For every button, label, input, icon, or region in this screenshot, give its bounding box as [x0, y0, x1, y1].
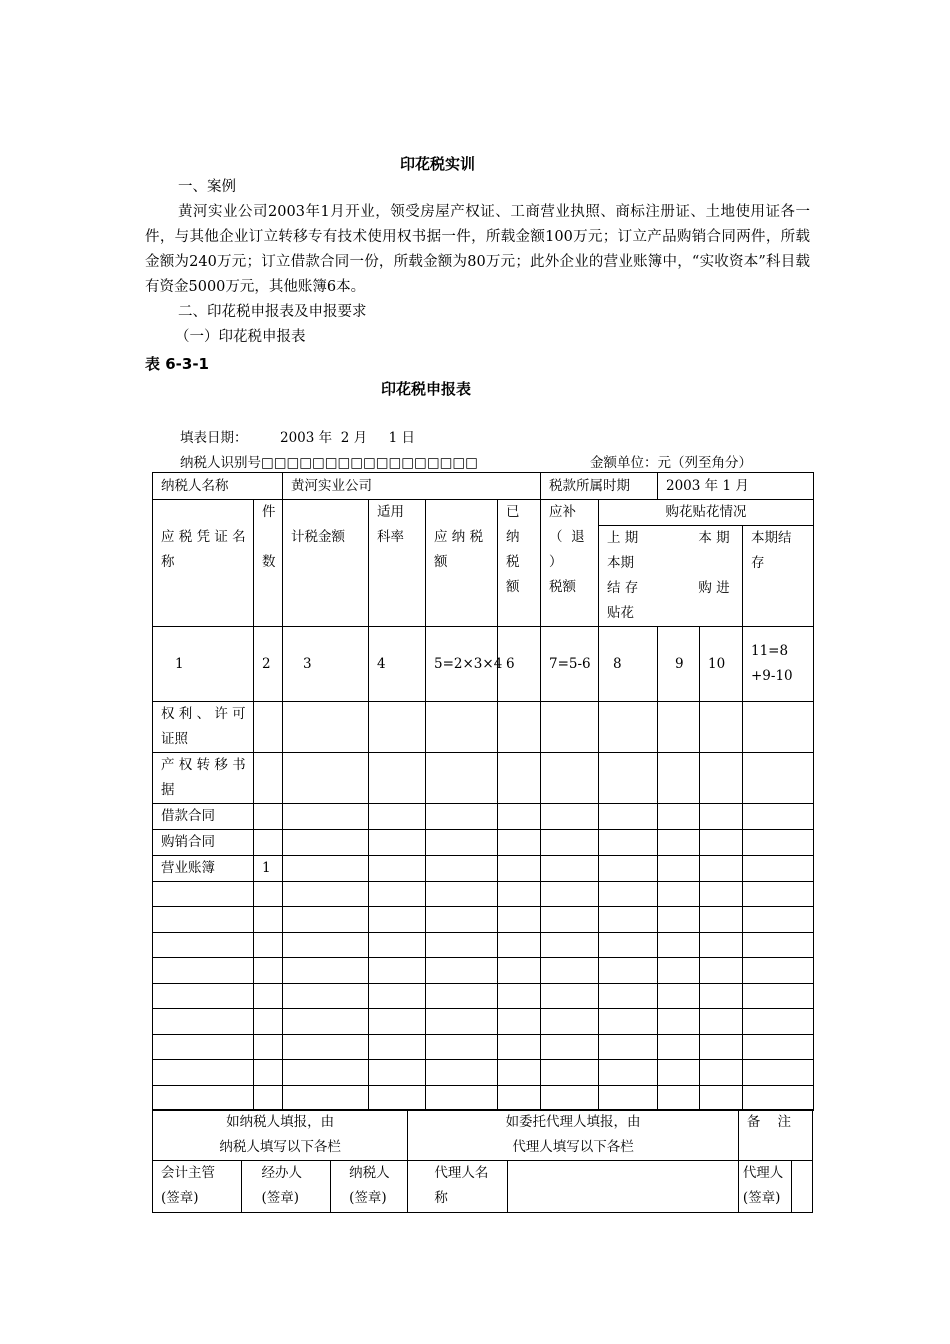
row-name: 营业账簿 — [153, 856, 254, 882]
page-title: 印花税实训 — [400, 155, 476, 173]
empty-row — [153, 1086, 814, 1111]
row-count — [254, 804, 283, 830]
fill-date-label: 填表日期： — [180, 430, 248, 446]
index-cell: 5=2×3×4 — [426, 627, 498, 702]
amount-unit: 金额单位：元（列至角分） — [590, 455, 752, 471]
empty-row — [153, 1060, 814, 1086]
header-tax-payable: 应 纳 税 额 — [426, 500, 498, 627]
table-row — [153, 702, 814, 753]
index-cell: 3 — [283, 627, 369, 702]
table-row — [153, 753, 814, 804]
row-count — [254, 702, 283, 753]
agent-fill-note: 如委托代理人填报，由 代理人填写以下各栏 — [408, 1110, 738, 1161]
index-cell: 2 — [254, 627, 283, 702]
fill-date-value: 2003 年 2 月 1 日 — [280, 430, 415, 446]
header-stamps-group: 购花贴花情况 — [599, 500, 814, 526]
empty-row — [153, 907, 814, 933]
remark-label: 备 注 — [738, 1110, 812, 1161]
subsection-heading: （一）印花税申报表 — [175, 329, 306, 345]
section-heading-case: 一、案例 — [178, 179, 236, 195]
agent-name-label: 代理人名 称 — [408, 1161, 508, 1213]
signature-table — [152, 1109, 813, 1213]
case-text: 黄河实业公司2003年1月开业，领受房屋产权证、工商营业执照、商标注册证、土地使用证各一件，与其他企业订立转移专有技术使用权书据一件，所载金额100万元；订立产品购销合同两件，所载金额为240万元；订立借款合同一份，所载金额为80万元；此外企业的营业账簿中，“实收资本”科目载有资金5000万元，其他账簿6本。 — [145, 204, 810, 295]
header-balance: 本期结 存 — [743, 526, 814, 627]
self-fill-note: 如纳税人填报，由 纳税人填写以下各栏 — [153, 1110, 408, 1161]
header-count: 件 数 — [254, 500, 283, 627]
empty-row — [153, 958, 814, 984]
index-cell: 11=8 +9-10 — [743, 627, 814, 702]
index-cell: 1 — [153, 627, 254, 702]
table-row — [153, 804, 814, 830]
empty-row — [153, 984, 814, 1009]
taxpayer-id-field: 纳税人识别号□□□□□□□□□□□□□□□□□ — [180, 455, 478, 471]
declaration-table — [152, 472, 814, 1111]
accountant-sign: 会计主管 (签章) — [153, 1161, 242, 1213]
table-number: 表 6-3-1 — [145, 355, 209, 373]
row-name: 购销合同 — [153, 830, 254, 856]
index-cell: 9 — [658, 627, 700, 702]
row-count — [254, 830, 283, 856]
header-rate: 适用 科率 — [369, 500, 426, 627]
handler-sign: 经办人 (签章) — [241, 1161, 331, 1213]
index-cell: 10 — [700, 627, 743, 702]
header-taxable-amount: 计税金额 — [283, 500, 369, 627]
taxpayer-name-label: 纳税人名称 — [153, 473, 283, 500]
agent-name-value — [508, 1161, 739, 1213]
row-count: 1 — [254, 856, 283, 882]
period-value: 2003 年 1 月 — [658, 473, 814, 500]
table-row — [153, 830, 814, 856]
index-cell: 6 — [498, 627, 541, 702]
header-tax-due: 应补 （ 退 ） 税额 — [541, 500, 599, 627]
form-title: 印花税申报表 — [381, 380, 472, 398]
period-label: 税款所属时期 — [541, 473, 658, 500]
header-tax-paid: 已 纳 税 额 — [498, 500, 541, 627]
section-heading-form: 二、印花税申报表及申报要求 — [178, 304, 367, 320]
empty-row — [153, 1009, 814, 1035]
row-name: 借款合同 — [153, 804, 254, 830]
taxpayer-name-value: 黄河实业公司 — [283, 473, 541, 500]
row-name: 产 权 转 移 书 据 — [153, 753, 254, 804]
empty-row — [153, 882, 814, 907]
taxpayer-sign: 纳税人 (签章) — [331, 1161, 408, 1213]
agent-sign: 代理人 (签章) — [738, 1161, 792, 1213]
index-cell: 7=5-6 — [541, 627, 599, 702]
header-stamps-detail: 上 期 本 期 本期 结 存 购 进 贴花 — [599, 526, 743, 627]
row-name: 权 利 、 许 可 证照 — [153, 702, 254, 753]
empty-row — [153, 1035, 814, 1060]
empty-row — [153, 933, 814, 958]
row-count — [254, 753, 283, 804]
table-row — [153, 856, 814, 882]
header-voucher-name: 应 税 凭 证 名 称 — [153, 500, 254, 627]
index-cell: 4 — [369, 627, 426, 702]
index-cell: 8 — [599, 627, 658, 702]
